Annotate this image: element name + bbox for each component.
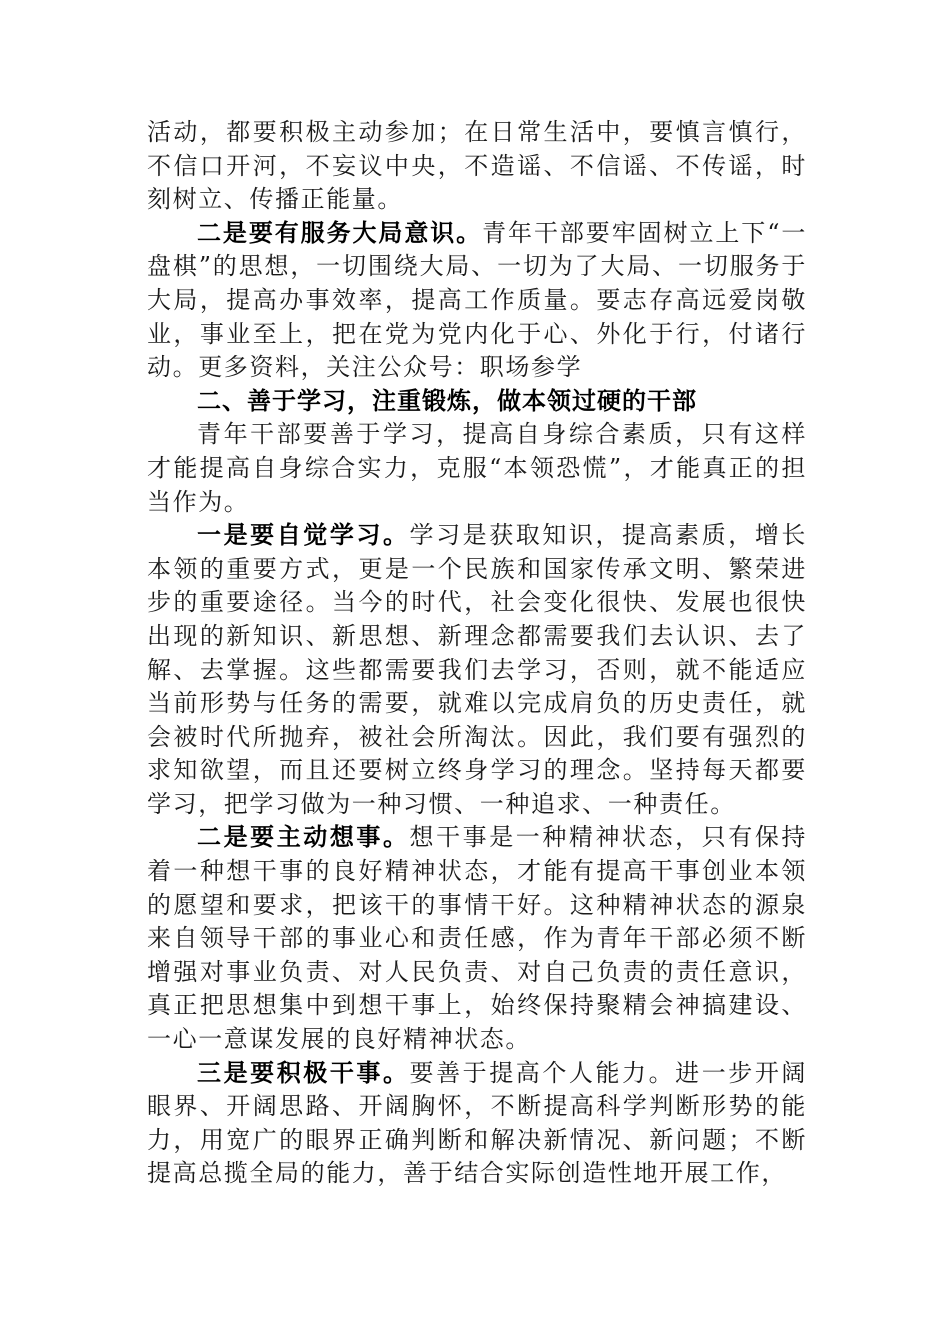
- paragraph-lead: 一是要自觉学习。: [197, 521, 410, 550]
- paragraph-continuation: [147, 116, 807, 217]
- paragraph-text: 学习是获取知识，提高素质，增长本领的重要方式，更是一个民族和国家传承文明、繁荣进步的重要途径。当今的时代，社会变化很快、发展也很快出现的新知识、新思想、新理念都需要我们去认识、去了解、去掌握。这些都需要我们去学习，否则，就不能适应当前形势与任务的需要，就难以完成肩负的历史责任，就会被时代所抛弃，被社会所淘汰。因此，我们要有强烈的求知欲望，而且还要树立终身学习的理念。坚持每天都要学习，把学习做为一种习惯、一种追求、一种责任。: [147, 521, 807, 818]
- paragraph-text: 青年干部要牢固树立上下“一盘棋”的思想，一切围绕大局、一切为了大局、一切服务于大局，提高办事效率，提高工作质量。要志存高远爱岗敬业，事业至上，把在党为党内化于心、外化于行，付诸行动。更多资料，关注公众号：职场参学: [147, 218, 807, 382]
- paragraph-text: 青年干部要善于学习，提高自身综合素质，只有这样才能提高自身综合实力，克服“本领恐慌”，才能真正的担当作为。: [147, 420, 807, 516]
- paragraph-work-actively: [147, 1057, 807, 1191]
- paragraph-lead: 二是要主动想事。: [197, 823, 410, 852]
- paragraph-text: 想干事是一种精神状态，只有保持着一种想干事的良好精神状态，才能有提高干事创业本领的愿望和要求，把该干的事情干好。这种精神状态的源泉来自领导干部的事业心和责任感，作为青年干部必须不断增强对事业负责、对人民负责、对自己负责的责任意识，真正把思想集中到想干事上，始终保持聚精会神搞建设、一心一意谋发展的良好精神状态。: [147, 823, 807, 1054]
- paragraph-intro: [147, 418, 807, 519]
- paragraph-lead: 三是要积极干事。: [197, 1058, 410, 1087]
- paragraph-text: 活动，都要积极主动参加；在日常生活中，要慎言慎行，不信口开河，不妄议中央，不造谣、不信谣、不传谣，时刻树立、传播正能量。: [147, 118, 807, 214]
- paragraph-think-actively: [147, 821, 807, 1056]
- paragraph-lead: 二是要有服务大局意识。: [197, 218, 483, 247]
- paragraph-service-overall: [147, 217, 807, 385]
- section-heading: 二、善于学习，注重锻炼，做本领过硬的干部: [197, 386, 697, 415]
- paragraph-self-study: [147, 519, 807, 821]
- document-body: [147, 116, 807, 1191]
- paragraph-text: 要善于提高个人能力。进一步开阔眼界、开阔思路、开阔胸怀，不断提高科学判断形势的能力，用宽广的眼界正确判断和解决新情况、新问题；不断提高总揽全局的能力，善于结合实际创造性地开展工作，: [147, 1058, 807, 1188]
